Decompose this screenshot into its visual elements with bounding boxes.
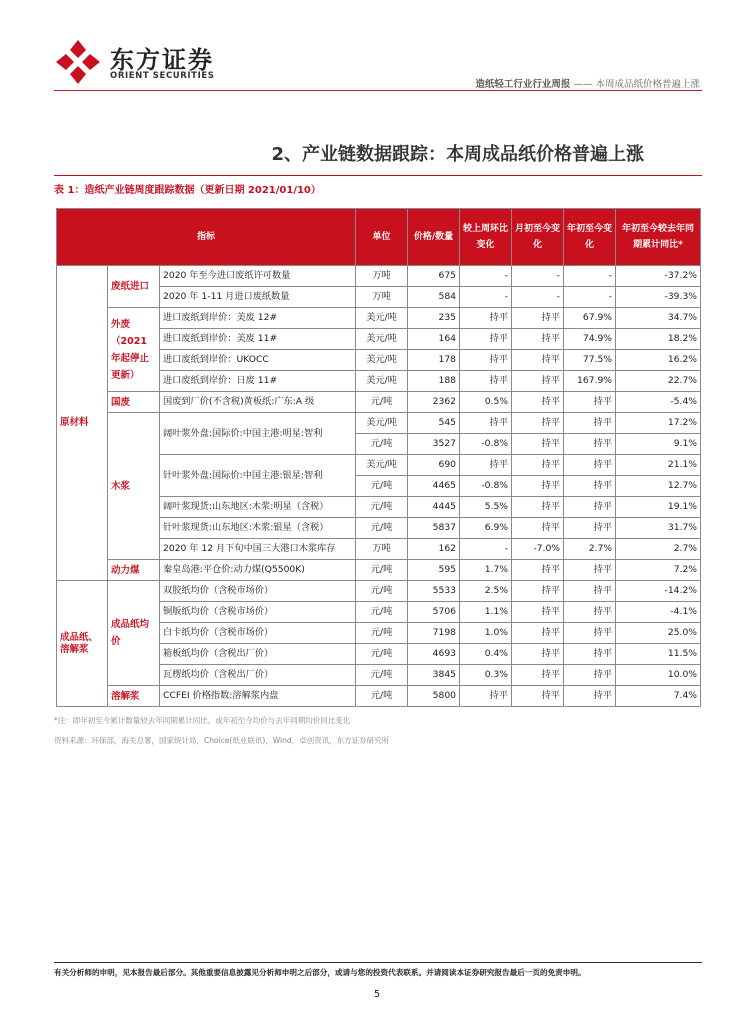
header-ytd: 年初至今变化 <box>564 209 616 266</box>
ytd-cell: 持平 <box>564 497 616 518</box>
yoy-cell: 34.7% <box>616 308 701 329</box>
unit-cell: 美元/吨 <box>356 371 408 392</box>
unit-cell: 元/吨 <box>356 623 408 644</box>
table-body <box>57 266 701 707</box>
unit-cell: 美元/吨 <box>356 329 408 350</box>
mtd-cell: 持平 <box>512 518 564 539</box>
yoy-cell: 21.1% <box>616 455 701 476</box>
mtd-cell: 持平 <box>512 434 564 455</box>
category-cell: 成品纸、溶解浆 <box>57 581 108 707</box>
mtd-cell: 持平 <box>512 560 564 581</box>
ytd-cell: 2.7% <box>564 539 616 560</box>
indicator-name-cell: 秦皇岛港:平仓价:动力煤(Q5500K) <box>160 560 356 581</box>
indicator-name-cell: 国废到厂价(不含税)黄板纸:广东:A 级 <box>160 392 356 413</box>
value-cell: 162 <box>408 539 460 560</box>
ytd-cell: 持平 <box>564 392 616 413</box>
wow-cell: 6.9% <box>460 518 512 539</box>
indicator-name-cell: 进口废纸到岸价：UKOCC <box>160 350 356 371</box>
indicator-name-cell: 阔叶浆现货:山东地区:木浆:明星（含税） <box>160 497 356 518</box>
industry-chain-table <box>56 208 701 707</box>
wow-cell: 持平 <box>460 308 512 329</box>
wow-cell: - <box>460 287 512 308</box>
ytd-cell: 持平 <box>564 413 616 434</box>
wow-cell: 持平 <box>460 371 512 392</box>
value-cell: 7198 <box>408 623 460 644</box>
value-cell: 675 <box>408 266 460 287</box>
table-row <box>57 581 701 602</box>
unit-cell: 元/吨 <box>356 518 408 539</box>
table-caption: 表 1：造纸产业链周度跟踪数据（更新日期 2021/01/10） <box>54 185 321 196</box>
mtd-cell: - <box>512 266 564 287</box>
indicator-name-cell: 箱板纸均价（含税出厂价） <box>160 644 356 665</box>
ytd-cell: 持平 <box>564 623 616 644</box>
value-cell: 3845 <box>408 665 460 686</box>
yoy-cell: 9.1% <box>616 434 701 455</box>
ytd-cell: 持平 <box>564 434 616 455</box>
subcategory-cell: 成品纸均价 <box>108 581 160 686</box>
mtd-cell: 持平 <box>512 371 564 392</box>
table-row <box>57 413 701 434</box>
ytd-cell: 167.9% <box>564 371 616 392</box>
subcategory-cell: 木浆 <box>108 413 160 560</box>
wow-cell: -0.8% <box>460 434 512 455</box>
wow-cell: 持平 <box>460 329 512 350</box>
table-row <box>57 686 701 707</box>
unit-cell: 美元/吨 <box>356 413 408 434</box>
indicator-name-cell: 瓦楞纸均价（含税出厂价） <box>160 665 356 686</box>
table-row <box>57 266 701 287</box>
unit-cell: 美元/吨 <box>356 308 408 329</box>
mtd-cell: 持平 <box>512 665 564 686</box>
ytd-cell: 持平 <box>564 644 616 665</box>
report-topic: —— 本周成品纸价格普遍上涨 <box>573 79 700 90</box>
yoy-cell: 2.7% <box>616 539 701 560</box>
yoy-cell: 22.7% <box>616 371 701 392</box>
header-divider <box>54 90 702 91</box>
indicator-name-cell: 2020 年 12 月下旬中国三大港口木浆库存 <box>160 539 356 560</box>
footer-disclaimer: 有关分析师的申明，见本报告最后部分。其他重要信息披露见分析师申明之后部分，或请与您的投资代表联系。并请阅读本证券研究报告最后一页的免责申明。 <box>54 968 586 977</box>
wow-cell: 2.5% <box>460 581 512 602</box>
wow-cell: 1.0% <box>460 623 512 644</box>
brand-name-cn: 东方证券 <box>110 46 214 74</box>
indicator-name-cell: 阔叶浆外盘:国际价:中国主港:明星:智利 <box>160 413 356 455</box>
section-title: 2、产业链数据跟踪：本周成品纸价格普遍上涨 <box>271 144 644 165</box>
indicator-name-cell: 进口废纸到岸价：日废 11# <box>160 371 356 392</box>
unit-cell: 元/吨 <box>356 602 408 623</box>
ytd-cell: 持平 <box>564 476 616 497</box>
ytd-cell: 74.9% <box>564 329 616 350</box>
indicator-name-cell: 2020 年 1-11 月进口废纸数量 <box>160 287 356 308</box>
value-cell: 3527 <box>408 434 460 455</box>
yoy-cell: 17.2% <box>616 413 701 434</box>
ytd-cell: 持平 <box>564 518 616 539</box>
indicator-name-cell: 2020 年至今进口废纸许可数量 <box>160 266 356 287</box>
value-cell: 5800 <box>408 686 460 707</box>
subcategory-cell: 动力煤 <box>108 560 160 581</box>
value-cell: 595 <box>408 560 460 581</box>
indicator-name-cell: 进口废纸到岸价：美废 11# <box>160 329 356 350</box>
header-indicator: 指标 <box>57 209 356 266</box>
unit-cell: 元/吨 <box>356 560 408 581</box>
wow-cell: 1.7% <box>460 560 512 581</box>
yoy-cell: 18.2% <box>616 329 701 350</box>
value-cell: 5837 <box>408 518 460 539</box>
header-wow: 较上周环比变化 <box>460 209 512 266</box>
ytd-cell: 持平 <box>564 560 616 581</box>
yoy-cell: 12.7% <box>616 476 701 497</box>
mtd-cell: 持平 <box>512 476 564 497</box>
wow-cell: - <box>460 266 512 287</box>
yoy-cell: -37.2% <box>616 266 701 287</box>
subcategory-cell: 废纸进口 <box>108 266 160 308</box>
value-cell: 178 <box>408 350 460 371</box>
value-cell: 235 <box>408 308 460 329</box>
ytd-cell: - <box>564 287 616 308</box>
yoy-cell: 7.2% <box>616 560 701 581</box>
yoy-cell: -5.4% <box>616 392 701 413</box>
unit-cell: 元/吨 <box>356 392 408 413</box>
mtd-cell: 持平 <box>512 455 564 476</box>
indicator-name-cell: CCFEI 价格指数:溶解浆内盘 <box>160 686 356 707</box>
subcategory-cell: 外废（2021年起停止更新） <box>108 308 160 392</box>
mtd-cell: 持平 <box>512 644 564 665</box>
yoy-cell: 10.0% <box>616 665 701 686</box>
mtd-cell: 持平 <box>512 581 564 602</box>
indicator-name-cell: 进口废纸到岸价：美废 12# <box>160 308 356 329</box>
ytd-cell: 持平 <box>564 602 616 623</box>
table-row <box>57 560 701 581</box>
indicator-name-cell: 铜版纸均价（含税市场价） <box>160 602 356 623</box>
brand-name-en: ORIENT SECURITIES <box>110 71 215 81</box>
yoy-cell: -4.1% <box>616 602 701 623</box>
value-cell: 5706 <box>408 602 460 623</box>
unit-cell: 元/吨 <box>356 434 408 455</box>
table-row <box>57 392 701 413</box>
value-cell: 2362 <box>408 392 460 413</box>
value-cell: 4465 <box>408 476 460 497</box>
wow-cell: 持平 <box>460 413 512 434</box>
page-number: 5 <box>373 989 381 1000</box>
unit-cell: 元/吨 <box>356 476 408 497</box>
indicator-name-cell: 针叶浆外盘:国际价:中国主港:银星:智利 <box>160 455 356 497</box>
wow-cell: 0.4% <box>460 644 512 665</box>
ytd-cell: 持平 <box>564 665 616 686</box>
value-cell: 4445 <box>408 497 460 518</box>
value-cell: 584 <box>408 287 460 308</box>
yoy-cell: 31.7% <box>616 518 701 539</box>
wow-cell: 0.5% <box>460 392 512 413</box>
yoy-cell: -39.3% <box>616 287 701 308</box>
yoy-cell: 19.1% <box>616 497 701 518</box>
subcategory-cell: 国废 <box>108 392 160 413</box>
mtd-cell: 持平 <box>512 602 564 623</box>
wow-cell: 持平 <box>460 455 512 476</box>
value-cell: 5533 <box>408 581 460 602</box>
mtd-cell: - <box>512 287 564 308</box>
value-cell: 188 <box>408 371 460 392</box>
table-header-row <box>57 209 701 266</box>
report-header <box>475 76 700 90</box>
subcategory-cell: 溶解浆 <box>108 686 160 707</box>
unit-cell: 元/吨 <box>356 686 408 707</box>
ytd-cell: 67.9% <box>564 308 616 329</box>
value-cell: 164 <box>408 329 460 350</box>
header-unit: 单位 <box>356 209 408 266</box>
wow-cell: 5.5% <box>460 497 512 518</box>
unit-cell: 元/吨 <box>356 497 408 518</box>
table-source: 资料来源：环保部，海关总署，国家统计局，Choice(纸业联讯)，Wind，卓创资讯，东方证券研究所 <box>54 736 390 745</box>
header-yoy: 年初至今较去年同期累计同比* <box>616 209 701 266</box>
wow-cell: - <box>460 539 512 560</box>
mtd-cell: 持平 <box>512 350 564 371</box>
unit-cell: 万吨 <box>356 539 408 560</box>
table-note: *注：即年初至今累计数量较去年同期累计同比，或年初至今均价与去年同期均价同比变化 <box>54 716 351 725</box>
mtd-cell: -7.0% <box>512 539 564 560</box>
report-type: 造纸轻工行业行业周报 <box>475 79 571 90</box>
unit-cell: 美元/吨 <box>356 455 408 476</box>
ytd-cell: 持平 <box>564 686 616 707</box>
header-mtd: 月初至今变化 <box>512 209 564 266</box>
header-value: 价格/数量 <box>408 209 460 266</box>
ytd-cell: - <box>564 266 616 287</box>
indicator-name-cell: 针叶浆现货:山东地区:木浆:银星（含税） <box>160 518 356 539</box>
ytd-cell: 持平 <box>564 455 616 476</box>
mtd-cell: 持平 <box>512 686 564 707</box>
wow-cell: 1.1% <box>460 602 512 623</box>
mtd-cell: 持平 <box>512 392 564 413</box>
unit-cell: 美元/吨 <box>356 350 408 371</box>
unit-cell: 元/吨 <box>356 644 408 665</box>
value-cell: 545 <box>408 413 460 434</box>
yoy-cell: 11.5% <box>616 644 701 665</box>
yoy-cell: 16.2% <box>616 350 701 371</box>
yoy-cell: -14.2% <box>616 581 701 602</box>
mtd-cell: 持平 <box>512 623 564 644</box>
mtd-cell: 持平 <box>512 329 564 350</box>
table-row <box>57 308 701 329</box>
indicator-name-cell: 白卡纸均价（含税市场价） <box>160 623 356 644</box>
unit-cell: 元/吨 <box>356 665 408 686</box>
unit-cell: 元/吨 <box>356 581 408 602</box>
wow-cell: -0.8% <box>460 476 512 497</box>
value-cell: 4693 <box>408 644 460 665</box>
wow-cell: 0.3% <box>460 665 512 686</box>
footer-divider <box>54 962 702 963</box>
unit-cell: 万吨 <box>356 287 408 308</box>
caption-divider <box>54 175 702 176</box>
unit-cell: 万吨 <box>356 266 408 287</box>
value-cell: 690 <box>408 455 460 476</box>
category-cell: 原材料 <box>57 266 108 581</box>
mtd-cell: 持平 <box>512 497 564 518</box>
orient-securities-logo <box>54 38 102 86</box>
yoy-cell: 7.4% <box>616 686 701 707</box>
mtd-cell: 持平 <box>512 308 564 329</box>
ytd-cell: 77.5% <box>564 350 616 371</box>
ytd-cell: 持平 <box>564 581 616 602</box>
wow-cell: 持平 <box>460 350 512 371</box>
indicator-name-cell: 双胶纸均价（含税市场价） <box>160 581 356 602</box>
mtd-cell: 持平 <box>512 413 564 434</box>
yoy-cell: 25.0% <box>616 623 701 644</box>
wow-cell: 持平 <box>460 686 512 707</box>
